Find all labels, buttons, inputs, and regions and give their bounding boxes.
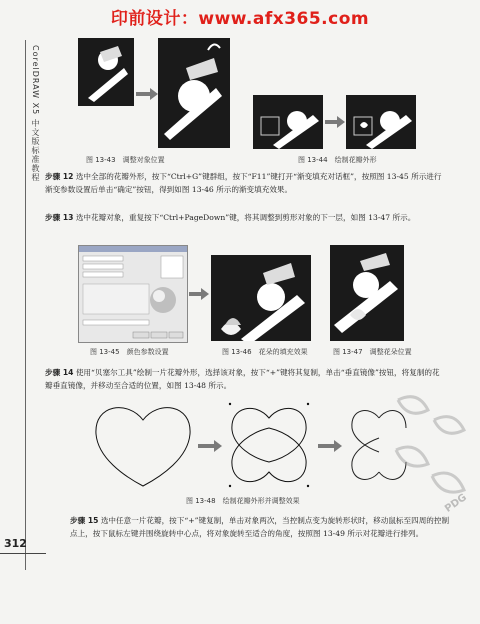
gradient-fill-dialog xyxy=(78,245,188,343)
figure-caption: 图 13-47 调整花朵位置 xyxy=(333,348,412,356)
page-number: 312 xyxy=(4,537,27,550)
figure-13-44-after xyxy=(346,95,416,149)
snowboarder-flower-image xyxy=(330,245,404,341)
figure-13-43-after xyxy=(158,38,230,148)
arrow-icon xyxy=(189,288,209,300)
mirrored-petals-diagram xyxy=(224,400,314,490)
arrow-icon xyxy=(325,116,345,128)
arrow-icon xyxy=(198,440,222,452)
side-divider xyxy=(25,40,26,570)
snowboarder-flower-image xyxy=(211,255,311,341)
site-watermark: 印前设计：www.afx365.com xyxy=(110,9,370,29)
figure-13-47 xyxy=(330,245,404,341)
step-text: 选中任意一片花瓣，按下“+”键复制，单击对象两次，当控制点变为旋转形状时，移动鼠标至四周的控制点上，按下鼠标左键并围绕旋转中心点，将对象旋转至适合的角度，按照图 13-49 所示对花瓣进行排列。 xyxy=(70,516,450,538)
snowboarder-image xyxy=(158,38,230,148)
arrow-icon xyxy=(136,88,158,100)
figure-caption: 图 13-44 绘制花瓣外形 xyxy=(298,156,377,164)
step-text: 选中花瓣对象，重复按下“Ctrl+PageDown”键，将其调整到剪形对象的下一层，如图 13-47 所示。 xyxy=(75,213,416,222)
step-13-paragraph xyxy=(45,211,445,224)
snowboarder-image xyxy=(78,38,134,106)
book-title-side: CorelDRAW X5 中文版标准教程 xyxy=(31,45,40,182)
step-label: 步骤 13 xyxy=(45,213,74,222)
figure-13-43-before xyxy=(78,38,134,106)
figure-caption: 图 13-46 花朵的填充效果 xyxy=(222,348,308,356)
figure-13-46 xyxy=(211,255,311,341)
step-label: 步骤 12 xyxy=(45,172,74,181)
step-label: 步骤 14 xyxy=(45,368,74,377)
figure-13-44-before xyxy=(253,95,323,149)
petal-shape-diagram xyxy=(88,398,198,490)
step-14-paragraph xyxy=(45,366,445,392)
snowboarder-image xyxy=(346,95,416,149)
arrow-icon xyxy=(318,440,342,452)
step-12-paragraph xyxy=(45,170,445,196)
figure-caption: 图 13-48 绘制花瓣外形并调整效果 xyxy=(186,497,300,505)
step-text: 选中全部的花瓣外形，按下“Ctrl+G”键群组，按下“F11”键打开“渐变填充对话框”，按照图 13-45 所示进行渐变参数设置后单击“确定”按钮，得到如图 13-46 所示的渐变填充效果。 xyxy=(45,172,442,194)
figure-caption: 图 13-45 颜色参数设置 xyxy=(90,348,169,356)
figure-caption: 图 13-43 调整对象位置 xyxy=(86,156,165,164)
snowboarder-image xyxy=(253,95,323,149)
step-label: 步骤 15 xyxy=(70,516,99,525)
pdg-watermark: PDG xyxy=(443,492,469,515)
page-number-rule xyxy=(0,553,46,554)
dialog-screenshot xyxy=(79,246,187,342)
step-text: 使用“贝塞尔工具”绘制一片花瓣外形，选择该对象，按下“+”键将其复制，单击“垂直镜像”按钮，将复制的花瓣垂直镜像，并移动至合适的位置，如图 13-48 所示。 xyxy=(45,368,440,390)
